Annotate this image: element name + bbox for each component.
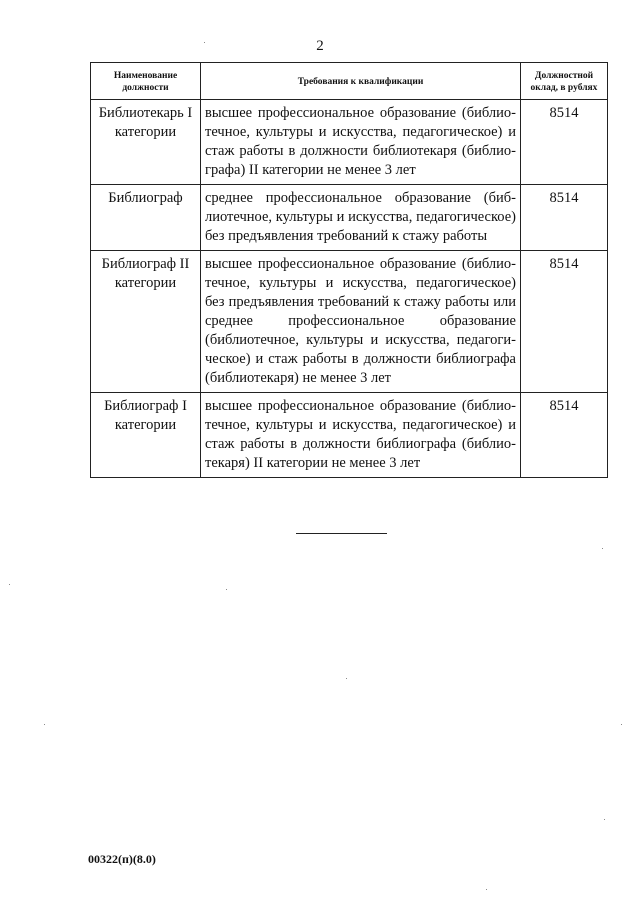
salary-cell: 8514 xyxy=(521,251,608,393)
header-position: Наименование должности xyxy=(91,63,201,100)
scan-speck xyxy=(226,589,227,590)
table-row xyxy=(91,100,608,185)
scan-speck xyxy=(204,42,205,43)
requirements-cell: высшее профессиональное образование (библиотечное, культуры и искусства, педагогическое) и стаж работы в должности библиотекаря (библиографа) II категории не менее 3 лет xyxy=(201,100,521,185)
salary-cell: 8514 xyxy=(521,393,608,478)
document-code: 00322(п)(8.0) xyxy=(88,852,156,866)
page-number: 2 xyxy=(316,38,324,54)
position-cell: Библиограф xyxy=(91,185,201,251)
position-cell: Библиотекарь I категории xyxy=(91,100,201,185)
table-header-row xyxy=(91,63,608,100)
scan-speck xyxy=(604,819,605,820)
position-cell: Библиограф II категории xyxy=(91,251,201,393)
table-row xyxy=(91,393,608,478)
salary-cell: 8514 xyxy=(521,185,608,251)
table-row xyxy=(91,185,608,251)
header-salary: Должностной оклад, в рублях xyxy=(521,63,608,100)
scan-speck xyxy=(602,548,603,549)
qualification-table xyxy=(90,62,608,478)
scan-speck xyxy=(44,724,45,725)
requirements-cell: среднее профессиональное образование (библиотечное, культуры и искусства, педагогическое) без предъявления требований к стажу работы xyxy=(201,185,521,251)
scan-speck xyxy=(346,678,347,679)
position-cell: Библиограф I категории xyxy=(91,393,201,478)
requirements-cell: высшее профессиональное образование (библиотечное, культуры и искусства, педагогическое) без предъявления требований к стажу работы или среднее профессиональное образование (библиотечное, культуры и искусства, педагогическое) и стаж работы в должности библиографа (библиотекаря) не менее 3 лет xyxy=(201,251,521,393)
end-separator-line xyxy=(296,533,387,534)
requirements-cell: высшее профессиональное образование (библиотечное, культуры и искусства, педагогическое) и стаж работы в должности библиографа (библиотекаря) II категории не менее 3 лет xyxy=(201,393,521,478)
scan-speck xyxy=(621,724,622,725)
scan-speck xyxy=(9,584,10,585)
header-requirements: Требования к квалификации xyxy=(201,63,521,100)
scan-speck xyxy=(486,889,487,890)
table-row xyxy=(91,251,608,393)
salary-cell: 8514 xyxy=(521,100,608,185)
